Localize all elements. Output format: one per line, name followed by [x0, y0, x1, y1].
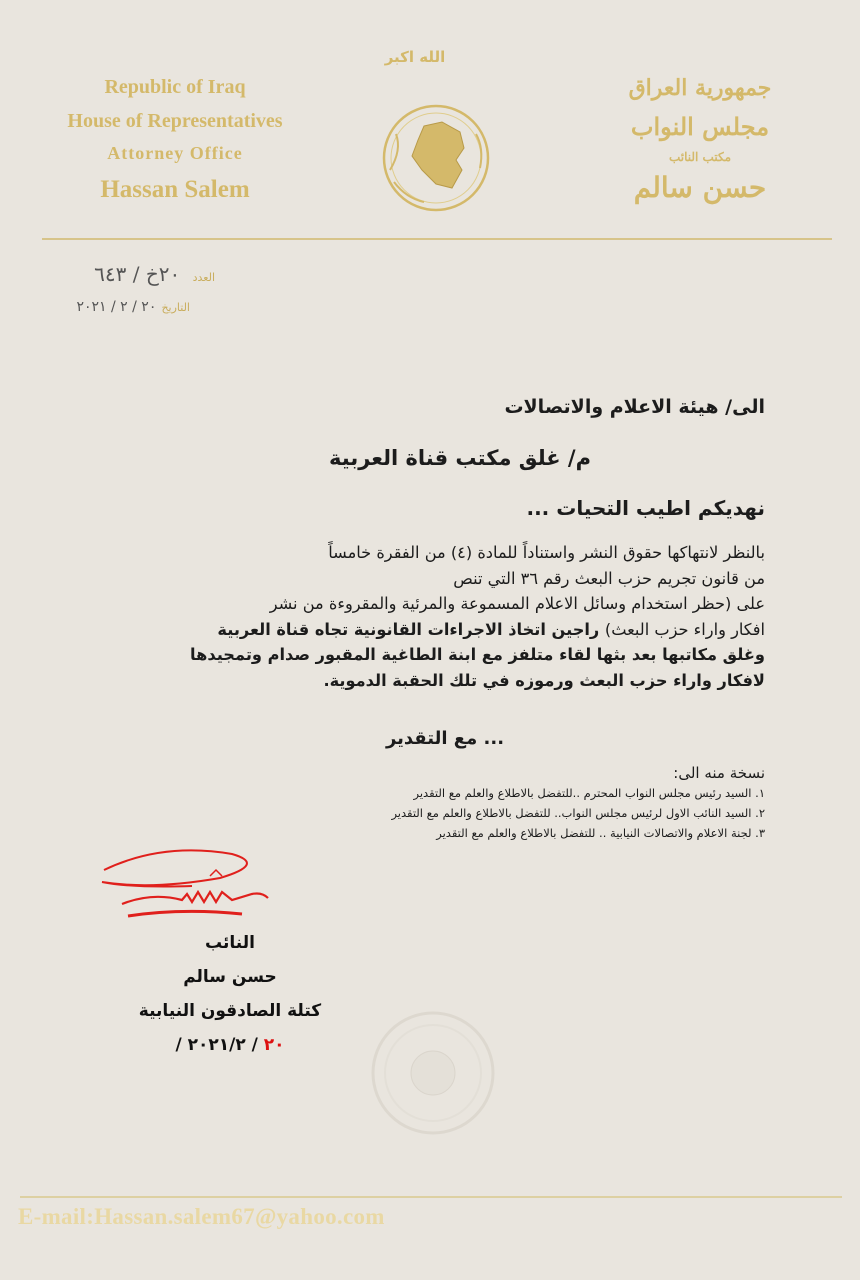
paragraph-line: بالنظر لانتهاكها حقوق النشر واستناداً للمادة (٤) من الفقرة خامساً	[328, 543, 765, 562]
reference-number-value: ٢٠خ / ٦٤٣	[94, 262, 181, 286]
iraq-emblem-icon	[372, 98, 502, 222]
signer-block	[100, 926, 360, 1062]
copies-item: ٢. السيد النائب الاول لرئيس مجلس النواب.. للتفضل بالاطلاع والعلم مع التقدير	[391, 806, 765, 820]
paragraph-line-mixed	[110, 617, 765, 643]
paragraph-line: على (حظر استخدام وسائل الاعلام المسموعة والمرئية والمقروءة من نشر	[269, 594, 765, 613]
letter-regards: ... مع التقدير	[385, 728, 505, 749]
footer-divider	[20, 1196, 842, 1198]
signer-bloc: كتلة الصادقون النيابية	[138, 1001, 322, 1021]
header-ar-office: مكتب النائب	[668, 150, 732, 165]
embossed-seal-icon	[368, 1008, 498, 1142]
copies-item: ١. السيد رئيس مجلس النواب المحترم ..للتفضل بالاطلاع والعلم مع التقدير	[413, 786, 765, 800]
header-arabic	[590, 70, 810, 209]
header-en-name: Hassan Salem	[100, 175, 250, 203]
signer-date	[100, 1028, 360, 1062]
header-ar-house: مجلس النواب	[630, 112, 770, 142]
signer-date-rest: / ٢٠٢١/٢ /	[175, 1035, 258, 1055]
header-top-tag: الله اكبر	[384, 48, 446, 66]
header-en-office: Attorney Office	[107, 143, 243, 163]
reference-date	[50, 296, 190, 315]
header-ar-name: حسن سالم	[633, 171, 767, 205]
reference-number-label: العدد	[192, 271, 215, 284]
reference-number	[55, 262, 215, 286]
signer-title: النائب	[205, 933, 255, 953]
footer-email: E-mail:Hassan.salem67@yahoo.com	[18, 1204, 385, 1229]
signature-icon	[92, 842, 282, 936]
signer-name: حسن سالم	[183, 967, 277, 987]
header-en-house: House of Representatives	[67, 110, 283, 132]
header-ar-country: جمهورية العراق	[628, 75, 772, 101]
letter-recipient: الى/ هيئة الاعلام والاتصالات	[504, 396, 765, 418]
paragraph-line: لافكار واراء حزب البعث ورموزه في تلك الحقبة الدموية.	[323, 670, 765, 690]
paragraph-line: من قانون تجريم حزب البعث رقم ٣٦ التي تنص	[453, 568, 765, 588]
header-divider	[42, 238, 832, 240]
letter-greeting: نهديكم اطيب التحيات ...	[526, 496, 765, 520]
reference-date-label: التاريخ	[161, 301, 190, 314]
header-english	[40, 70, 310, 211]
paragraph-line: وغلق مكاتبها بعد بثها لقاء متلفز مع ابنة الطاغية المقبور صدام وتمجيدها	[190, 645, 765, 664]
signer-date-day: ٢٠	[263, 1035, 285, 1055]
copies-list	[325, 763, 765, 843]
paragraph-line-part-bold: راجين اتخاذ الاجراءات القانونية تجاه قناة العربية	[217, 619, 605, 639]
letter-subject: م/ غلق مكتب قناة العربية	[329, 446, 591, 470]
letter-paragraph	[110, 540, 765, 693]
paragraph-line-part: افكار واراء حزب البعث)	[604, 619, 765, 639]
reference-date-value: ٢٠ / ٢ / ٢٠٢١	[76, 299, 157, 315]
copies-heading: نسخة منه الى:	[673, 764, 765, 782]
header-en-country: Republic of Iraq	[104, 76, 246, 98]
copies-item: ٣. لجنة الاعلام والاتصالات النيابية .. للتفضل بالاطلاع والعلم مع التقدير	[436, 826, 765, 840]
